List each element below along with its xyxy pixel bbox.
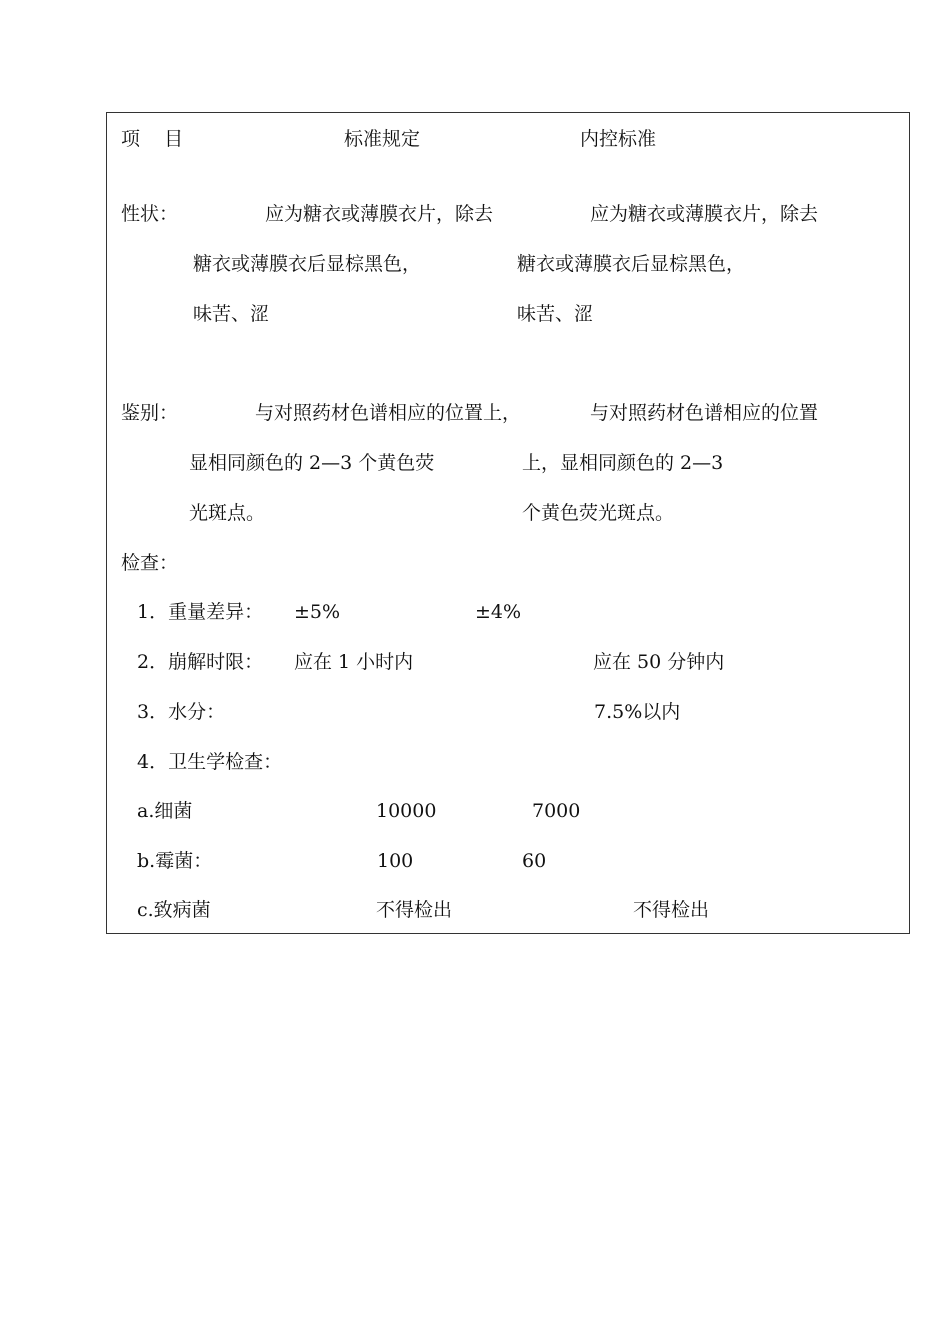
inspection-item-name: 1．重量差异： — [137, 601, 264, 623]
hygiene-item-internal: 7000 — [532, 800, 581, 822]
identification-internal-line: 个黄色荧光斑点。 — [522, 502, 675, 524]
identification-internal-line: 上，显相同颜色的 2—3 — [522, 452, 724, 474]
appearance-internal-line: 味苦、涩 — [517, 303, 594, 325]
inspection-label: 检查： — [121, 552, 179, 574]
hygiene-item-standard: 100 — [377, 850, 414, 872]
identification-label: 鉴别： — [121, 402, 179, 424]
hygiene-item-name: b.霉菌： — [137, 850, 213, 872]
header-item: 项 目 — [121, 128, 184, 150]
identification-internal-line: 与对照药材色谱相应的位置 — [590, 402, 819, 424]
hygiene-item-internal: 不得检出 — [633, 899, 710, 921]
hygiene-item-name: c.致病菌 — [137, 899, 211, 921]
hygiene-item-standard: 10000 — [376, 800, 437, 822]
hygiene-item-internal: 60 — [522, 850, 547, 872]
inspection-item-internal: 应在 50 分钟内 — [593, 651, 725, 673]
appearance-label: 性状： — [121, 203, 179, 225]
inspection-item-standard: 应在 1 小时内 — [294, 651, 414, 673]
inspection-item-name: 4．卫生学检查： — [137, 751, 283, 773]
inspection-item-internal: ±4% — [475, 601, 522, 623]
identification-standard-line: 与对照药材色谱相应的位置上， — [255, 402, 522, 424]
hygiene-item-name: a.细菌 — [137, 800, 193, 822]
appearance-internal-line: 应为糖衣或薄膜衣片，除去 — [590, 203, 819, 225]
inspection-item-name: 3．水分： — [137, 701, 226, 723]
identification-standard-line: 光斑点。 — [189, 502, 266, 524]
appearance-internal-line: 糖衣或薄膜衣后显棕黑色， — [517, 253, 746, 275]
inspection-item-standard: ±5% — [294, 601, 341, 623]
identification-standard-line: 显相同颜色的 2—3 个黄色荧 — [189, 452, 435, 474]
appearance-standard-line: 应为糖衣或薄膜衣片，除去 — [265, 203, 494, 225]
appearance-standard-line: 味苦、涩 — [193, 303, 270, 325]
hygiene-item-standard: 不得检出 — [376, 899, 453, 921]
appearance-standard-line: 糖衣或薄膜衣后显棕黑色， — [193, 253, 422, 275]
inspection-item-internal: 7.5%以内 — [594, 701, 681, 723]
header-internal: 内控标准 — [580, 128, 657, 150]
inspection-item-name: 2．崩解时限： — [137, 651, 264, 673]
header-standard: 标准规定 — [344, 128, 421, 150]
